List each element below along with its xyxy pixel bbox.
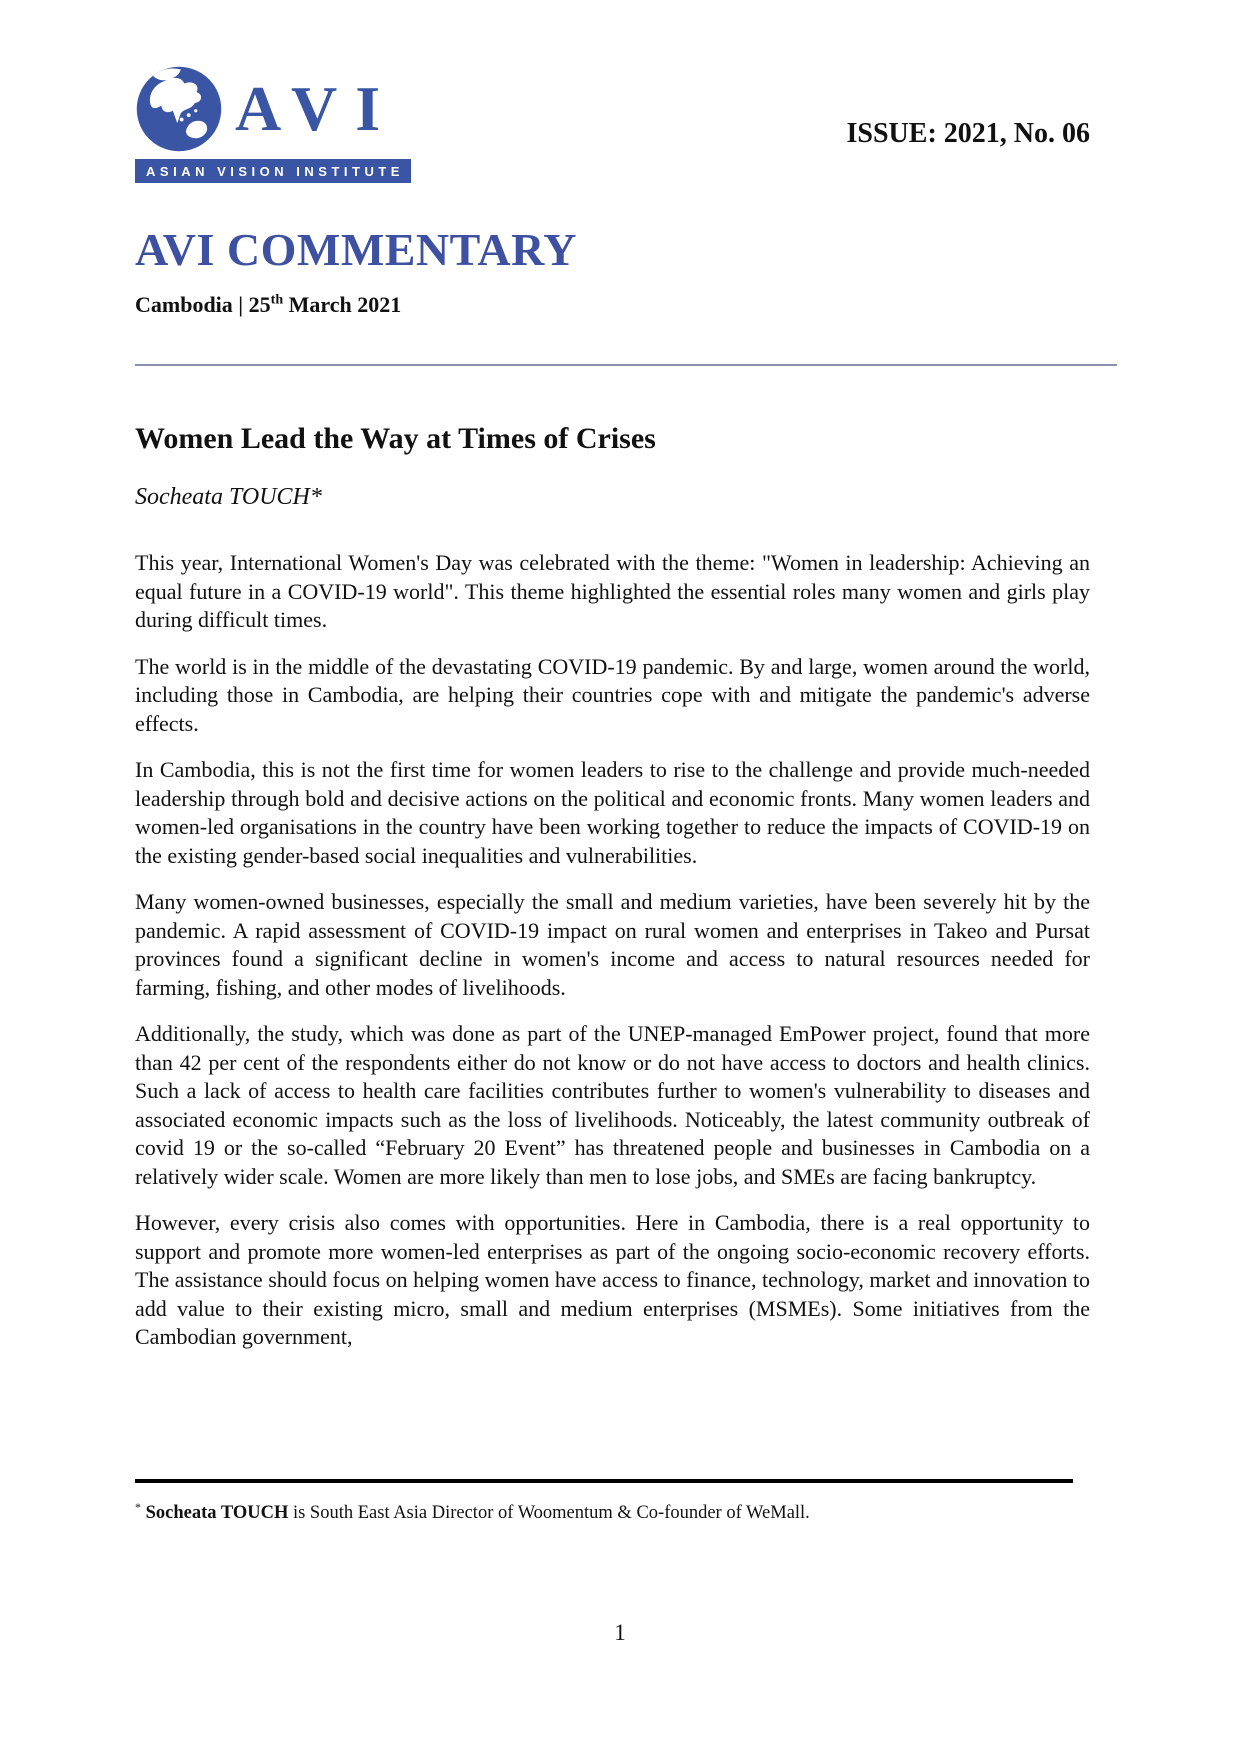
article-title: Women Lead the Way at Times of Crises — [135, 421, 656, 455]
footnote-body: is South East Asia Director of Woomentum & Co-founder of WeMall. — [288, 1503, 810, 1524]
issue-label: ISSUE: 2021, No. 06 — [846, 118, 1090, 149]
logo-tagline-bar: ASIAN VISION INSTITUTE — [135, 159, 411, 183]
page-number: 1 — [614, 1620, 626, 1645]
footnote-text — [135, 1495, 1073, 1526]
footnote-divider — [135, 1479, 1073, 1483]
masthead — [135, 62, 1090, 183]
logo-acronym-text: AVI — [235, 73, 399, 144]
dateline-prefix: Cambodia | 25 — [135, 291, 271, 317]
paragraph: Many women-owned businesses, especially the small and medium varieties, have been severely hit by the pandemic. A rapid assessment of COVID-19 impact on rural women and enterprises in Takeo and Pursat provinces found a significant decline in women's income and access to natural resources needed for farming, fishing, and other modes of livelihoods. — [135, 889, 1090, 1000]
avi-logo-top — [135, 62, 411, 156]
avi-logo — [135, 62, 411, 183]
publication-title: AVI COMMENTARY — [135, 224, 577, 275]
header-divider — [135, 364, 1117, 366]
globe-icon — [135, 65, 223, 153]
dateline — [135, 292, 1090, 318]
paragraph: This year, International Women's Day was celebrated with the theme: "Women in leadership: Achieving an equal future in a COVID-19 world". This theme highlighted the essential roles many women and girls play during difficult times. — [135, 550, 1090, 633]
article-body — [135, 549, 1090, 1352]
dateline-suffix: March 2021 — [283, 291, 402, 317]
footnote-author: Socheata TOUCH — [145, 1503, 289, 1524]
author-byline: Socheata TOUCH* — [135, 484, 322, 511]
dateline-ordinal-suffix: th — [270, 292, 284, 308]
footnote-area — [135, 1479, 1073, 1526]
paragraph: In Cambodia, this is not the first time for women leaders to rise to the challenge and provide much-needed leadership through bold and decisive actions on the political and economic fronts. Many women leaders and women-led organisations in the country have been working together to reduce the impacts of COVID-19 on the existing gender-based social inequalities and vulnerabilities. — [135, 757, 1090, 868]
paragraph: The world is in the middle of the devastating COVID-19 pandemic. By and large, women around the world, including those in Cambodia, are helping their countries cope with and mitigate the pandemic's adverse effects. — [135, 653, 1090, 736]
paragraph: However, every crisis also comes with opportunities. Here in Cambodia, there is a real opportunity to support and promote more women-led enterprises as part of the ongoing socio-economic recovery efforts. The assistance should focus on helping women have access to finance, technology, market and innovation to add value to their existing micro, small and medium enterprises (MSMEs). Some initiatives from the Cambodian government, — [135, 1210, 1090, 1350]
footnote-marker: * — [135, 1500, 141, 1514]
paragraph: Additionally, the study, which was done as part of the UNEP-managed EmPower project, found that more than 42 per cent of the respondents either do not know or do not have access to doctors and health clinics. Such a lack of access to health care facilities contributes further to women's vulnerability to diseases and associated economic impacts such as the loss of livelihoods. Noticeably, the latest community outbreak of covid 19 or the so-called “February 20 Event” has threatened people and businesses in Cambodia on a relatively wider scale. Women are more likely than men to lose jobs, and SMEs are facing bankruptcy. — [135, 1021, 1090, 1189]
